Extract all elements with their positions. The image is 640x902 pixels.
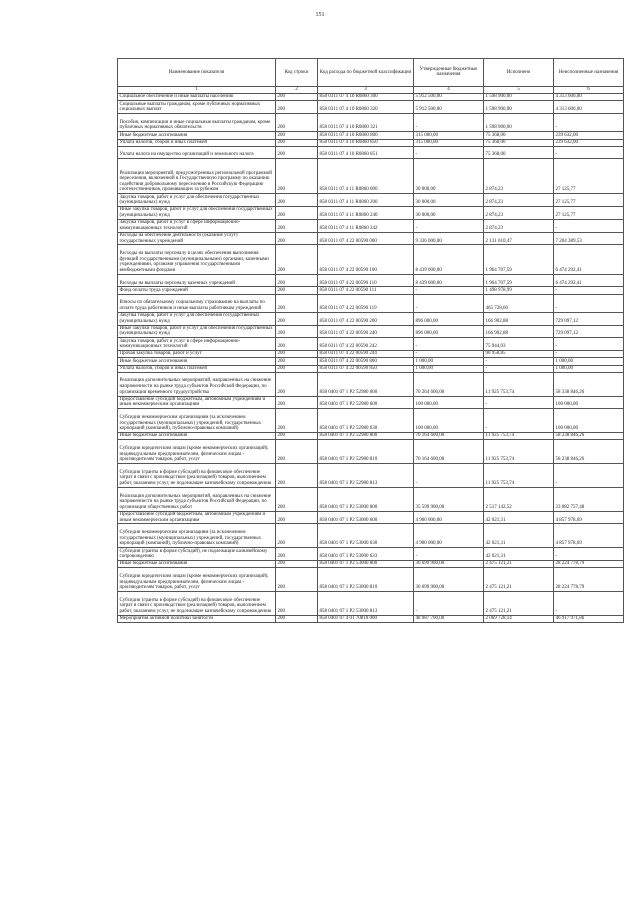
row-executed: 2 874,23 (484, 219, 554, 232)
row-unexecuted: 27 125,77 (554, 159, 624, 194)
row-approved: - (414, 287, 484, 294)
row-name: Расходы на обеспечение деятельности (оказание услуг) государственных учреждений (118, 232, 276, 245)
row-line-code: 200 (276, 294, 318, 312)
table-row (118, 409, 624, 433)
row-name: Социальное обеспечение и иные выплаты населению (118, 94, 276, 101)
table-row (118, 365, 624, 372)
row-executed: 166 902,88 (484, 325, 554, 338)
row-budget-code: 858 0401 07 1 P2 52980 000 (318, 372, 414, 396)
table-row (118, 294, 624, 312)
row-budget-code: 858 0401 07 1 P2 52980 600 (318, 396, 414, 409)
table-row (118, 139, 624, 146)
row-approved: 48 987 700,00 (414, 615, 484, 622)
row-budget-code: 858 0311 07 4 22 00590 110 (318, 274, 414, 287)
row-unexecuted: 1 000,00 (554, 358, 624, 365)
row-budget-code: 858 0401 07 1 P2 53000 800 (318, 561, 414, 568)
row-name: Субсидии юридическим лицам (кроме некоммерческих организаций), индивидуальным предпринимателям, физическим лицам - производителям товаров, работ, услуг (118, 440, 276, 464)
row-line-code: 200 (276, 101, 318, 114)
row-unexecuted: 6 474 292,41 (554, 245, 624, 274)
row-executed: - (484, 365, 554, 372)
table-row (118, 372, 624, 396)
row-budget-code: 858 0401 07 1 P2 52980 813 (318, 464, 414, 488)
header-approved: Утвержденные бюджетные назначения (414, 59, 484, 87)
row-budget-code: 858 0401 07 1 P2 53000 813 (318, 592, 414, 616)
row-approved: 315 000,00 (414, 132, 484, 139)
row-executed: 2 069 728,14 (484, 615, 554, 622)
column-number: 3 (318, 86, 414, 94)
row-budget-code: 858 0401 07 1 P2 52980 810 (318, 440, 414, 464)
row-line-code: 200 (276, 396, 318, 409)
table-row (118, 351, 624, 358)
row-line-code: 200 (276, 114, 318, 132)
row-budget-code: 858 0311 07 4 22 00590 111 (318, 287, 414, 294)
row-approved: 8 439 000,00 (414, 245, 484, 274)
row-line-code: 200 (276, 615, 318, 622)
row-approved: 70 164 600,00 (414, 433, 484, 440)
row-approved: 8 439 000,00 (414, 274, 484, 287)
row-line-code: 200 (276, 568, 318, 592)
budget-execution-table-container (117, 58, 623, 623)
row-budget-code: 858 0311 07 4 22 00590 850 (318, 365, 414, 372)
table-row (118, 146, 624, 159)
row-approved: 30 000,00 (414, 194, 484, 207)
row-executed: 2 131 610,47 (484, 232, 554, 245)
row-approved: 896 000,00 (414, 312, 484, 325)
row-line-code: 200 (276, 159, 318, 194)
row-unexecuted: 100 000,00 (554, 396, 624, 409)
row-unexecuted: 239 632,00 (554, 132, 624, 139)
row-line-code: 200 (276, 592, 318, 616)
row-executed: 11 925 753,74 (484, 464, 554, 488)
row-approved: - (414, 592, 484, 616)
row-budget-code: 858 0311 07 4 10 R0860 321 (318, 114, 414, 132)
row-name: Субсидии (гранты в форме субсидий) на финансовое обеспечение затрат в связи с производством (реализацией) товаров, выполнением работ, оказанием услуг, не подлежащие казначейскому сопровождению (118, 592, 276, 616)
row-budget-code: 858 0311 07 4 22 00590 240 (318, 325, 414, 338)
row-approved: - (414, 548, 484, 561)
row-approved: - (414, 114, 484, 132)
row-budget-code: 858 0311 07 4 11 R0860 000 (318, 159, 414, 194)
row-executed: 11 925 753,74 (484, 433, 554, 440)
row-approved: - (414, 219, 484, 232)
row-approved: - (414, 146, 484, 159)
table-row (118, 487, 624, 511)
row-executed: 2 475 121,21 (484, 592, 554, 616)
row-executed: 75 944,03 (484, 338, 554, 351)
table-row (118, 396, 624, 409)
row-executed: 1 964 707,59 (484, 245, 554, 274)
table-row (118, 114, 624, 132)
row-name: Субсидии (гранты в форме субсидий), не подлежащие казначейскому сопровождению (118, 548, 276, 561)
row-budget-code: 858 0401 07 1 P2 53000 000 (318, 487, 414, 511)
table-row (118, 194, 624, 207)
header-unexecuted: Неисполненные назначения (554, 59, 624, 87)
row-unexecuted: 4 857 978,69 (554, 511, 624, 524)
row-line-code: 200 (276, 219, 318, 232)
row-line-code: 200 (276, 194, 318, 207)
table-row (118, 561, 624, 568)
table-row (118, 325, 624, 338)
row-name: Уплата налогов, сборов и иных платежей (118, 139, 276, 146)
row-line-code: 200 (276, 524, 318, 548)
row-name: Мероприятия активной политики занятости (118, 615, 276, 622)
row-unexecuted: 729 097,12 (554, 312, 624, 325)
row-unexecuted: - (554, 114, 624, 132)
row-budget-code: 858 0401 07 1 P2 53000 600 (318, 511, 414, 524)
row-executed: 75 368,00 (484, 132, 554, 139)
row-line-code: 200 (276, 207, 318, 220)
row-unexecuted: - (554, 338, 624, 351)
row-name: Иные бюджетные ассигнования (118, 561, 276, 568)
row-budget-code: 858 0401 07 1 P2 53000 630 (318, 524, 414, 548)
row-budget-code: 858 0311 07 4 22 00590 100 (318, 245, 414, 274)
row-unexecuted: - (554, 287, 624, 294)
row-budget-code: 858 0401 07 1 P2 52980 630 (318, 409, 414, 433)
row-name: Предоставление субсидий бюджетным, автономным учреждениям и иным некоммерческим организациям (118, 396, 276, 409)
row-unexecuted: 58 238 846,26 (554, 433, 624, 440)
row-executed: 11 925 753,74 (484, 372, 554, 396)
table-row (118, 232, 624, 245)
row-executed: - (484, 358, 554, 365)
header-budget-code: Код расхода по бюджетной классификации (318, 59, 414, 87)
table-row (118, 94, 624, 101)
row-unexecuted: 28 224 778,79 (554, 561, 624, 568)
row-executed: 1 598 900,00 (484, 94, 554, 101)
row-approved: 30 699 900,00 (414, 561, 484, 568)
table-row (118, 219, 624, 232)
row-approved: 30 000,00 (414, 159, 484, 194)
row-approved: 5 912 500,00 (414, 94, 484, 101)
row-approved: 30 699 900,00 (414, 568, 484, 592)
row-budget-code: 858 0401 07 1 P2 52980 800 (318, 433, 414, 440)
row-budget-code: 858 0311 07 4 22 00590 244 (318, 351, 414, 358)
row-unexecuted: - (554, 464, 624, 488)
table-row (118, 358, 624, 365)
row-approved: 35 599 900,00 (414, 487, 484, 511)
table-row (118, 464, 624, 488)
row-line-code: 200 (276, 94, 318, 101)
row-executed: 42 021,31 (484, 548, 554, 561)
row-line-code: 200 (276, 325, 318, 338)
row-name: Иные бюджетные ассигнования (118, 358, 276, 365)
row-line-code: 200 (276, 338, 318, 351)
row-unexecuted: - (554, 146, 624, 159)
row-line-code: 200 (276, 358, 318, 365)
table-row (118, 312, 624, 325)
table-row (118, 207, 624, 220)
row-executed: 465 728,60 (484, 294, 554, 312)
row-name: Взносы по обязательному социальному страхованию на выплаты по оплате труда работников и иные выплаты работникам учреждений (118, 294, 276, 312)
row-executed: 42 021,31 (484, 511, 554, 524)
row-unexecuted: 27 125,77 (554, 207, 624, 220)
row-executed: 1 598 900,00 (484, 114, 554, 132)
row-line-code: 200 (276, 312, 318, 325)
row-approved: 9 336 000,00 (414, 232, 484, 245)
table-row (118, 440, 624, 464)
row-approved: 896 000,00 (414, 325, 484, 338)
row-line-code: 200 (276, 433, 318, 440)
row-name: Субсидии юридическим лицам (кроме некоммерческих организаций), индивидуальным предпринимателям, физическим лицам - производителям товаров, работ, услуг (118, 568, 276, 592)
table-row (118, 524, 624, 548)
row-unexecuted: - (554, 351, 624, 358)
row-name: Закупка товаров, работ и услуг для обеспечения государственных (муниципальных) нужд (118, 312, 276, 325)
row-unexecuted: - (554, 592, 624, 616)
row-budget-code: 858 0311 07 4 11 R0860 242 (318, 219, 414, 232)
row-executed: 90 958,85 (484, 351, 554, 358)
row-approved: 5 912 500,00 (414, 101, 484, 114)
row-name: Предоставление субсидий бюджетным, автономным учреждениям и иным некоммерческим организациям (118, 511, 276, 524)
column-number: 5 (484, 86, 554, 94)
row-unexecuted: 729 097,12 (554, 325, 624, 338)
row-executed: 2 874,23 (484, 207, 554, 220)
table-row (118, 101, 624, 114)
column-number-row (118, 86, 624, 94)
row-line-code: 200 (276, 464, 318, 488)
table-row (118, 433, 624, 440)
table-row (118, 274, 624, 287)
row-executed: - (484, 396, 554, 409)
row-name: Иные закупки товаров, работ и услуг для обеспечения государственных (муниципальных) нужд (118, 325, 276, 338)
row-unexecuted: 27 125,77 (554, 194, 624, 207)
row-name: Прочая закупка товаров, работ и услуг (118, 351, 276, 358)
row-executed: 2 475 121,21 (484, 561, 554, 568)
row-approved: 1 000,00 (414, 365, 484, 372)
row-approved: 315 000,00 (414, 139, 484, 146)
row-budget-code: 858 0311 07 4 11 R0860 240 (318, 207, 414, 220)
row-unexecuted: - (554, 548, 624, 561)
row-line-code: 200 (276, 139, 318, 146)
table-row (118, 159, 624, 194)
row-line-code: 200 (276, 548, 318, 561)
row-line-code: 200 (276, 487, 318, 511)
row-executed: 1 598 900,00 (484, 101, 554, 114)
page-number: 151 (315, 12, 325, 18)
table-row (118, 592, 624, 616)
table-row (118, 615, 624, 622)
row-unexecuted: 4 857 978,69 (554, 524, 624, 548)
row-name: Расходы на выплаты персоналу в целях обеспечения выполнения функций государственными (муниципальными) органами, казенными учреждениями, органами управления государственными внебюджетными фондами (118, 245, 276, 274)
row-unexecuted: 33 082 757,48 (554, 487, 624, 511)
row-budget-code: 858 0311 07 4 22 00590 800 (318, 358, 414, 365)
row-budget-code: 858 0311 07 4 22 00590 200 (318, 312, 414, 325)
table-row (118, 511, 624, 524)
row-executed: 166 902,88 (484, 312, 554, 325)
row-approved: - (414, 294, 484, 312)
row-name: Закупка товаров, работ и услуг для обеспечения государственных (муниципальных) нужд (118, 194, 276, 207)
row-name: Реализация дополнительных мероприятий, направленных на снижение напряженности на рынке труда субъектов Российской Федерации, по организации общественных работ (118, 487, 276, 511)
row-unexecuted: 100 000,00 (554, 409, 624, 433)
table-row (118, 287, 624, 294)
row-name: Субсидии некоммерческим организациям (за исключением государственных (муниципальных) учреждений, государственных корпораций (компаний), публично-правовых компаний) (118, 524, 276, 548)
table-body (118, 94, 624, 623)
row-unexecuted: 6 474 292,41 (554, 274, 624, 287)
row-executed: 75 368,00 (484, 139, 554, 146)
row-name: Иные бюджетные ассигнования (118, 132, 276, 139)
row-approved: - (414, 338, 484, 351)
row-name: Субсидии некоммерческим организациям (за исключением государственных (муниципальных) учреждений, государственных корпораций (компаний), публично-правовых компаний) (118, 409, 276, 433)
row-budget-code: 858 0311 07 4 10 R0860 320 (318, 101, 414, 114)
row-budget-code: 858 0311 07 4 10 R0860 800 (318, 132, 414, 139)
row-line-code: 200 (276, 287, 318, 294)
row-unexecuted: 58 338 846,26 (554, 372, 624, 396)
row-approved: 70 164 600,00 (414, 440, 484, 464)
row-executed: 75 368,00 (484, 146, 554, 159)
row-unexecuted: 239 632,00 (554, 139, 624, 146)
row-executed: 2 517 142,52 (484, 487, 554, 511)
row-budget-code: 858 0311 07 4 10 R0860 300 (318, 94, 414, 101)
row-approved: - (414, 351, 484, 358)
row-unexecuted: 7 204 389,53 (554, 232, 624, 245)
row-line-code: 200 (276, 351, 318, 358)
row-name: Закупка товаров, работ и услуг в сфере информационно-коммуникационных технологий (118, 338, 276, 351)
row-name: Уплата налога на имущество организаций и земельного налога (118, 146, 276, 159)
column-number: 6 (554, 86, 624, 94)
row-approved: 4 900 000,00 (414, 524, 484, 548)
row-name: Расходы на выплаты персоналу казенных учреждений (118, 274, 276, 287)
row-name: Иные закупки товаров, работ и услуг для обеспечения государственных (муниципальных) нужд (118, 207, 276, 220)
row-executed: - (484, 409, 554, 433)
row-line-code: 200 (276, 511, 318, 524)
table-row (118, 132, 624, 139)
row-executed: 2 475 121,21 (484, 568, 554, 592)
row-approved: 4 900 000,00 (414, 511, 484, 524)
row-name: Реализация дополнительных мероприятий, направленных на снижение напряженности на рынке труда субъектов Российской Федерации, по организации временного трудоустройства (118, 372, 276, 396)
row-unexecuted: 46 917 971,86 (554, 615, 624, 622)
row-name: Закупка товаров, работ и услуг в сфере информационно-коммуникационных технологий (118, 219, 276, 232)
budget-execution-table (117, 58, 624, 623)
table-row (118, 245, 624, 274)
row-approved: 70 264 600,00 (414, 372, 484, 396)
row-name: Фонд оплаты труда учреждений (118, 287, 276, 294)
row-name: Иные бюджетные ассигнования (118, 433, 276, 440)
row-line-code: 200 (276, 132, 318, 139)
row-budget-code: 858 0311 07 4 22 00590 119 (318, 294, 414, 312)
row-budget-code: 858 0311 07 4 10 R0860 850 (318, 139, 414, 146)
row-executed: 42 021,31 (484, 524, 554, 548)
column-number: 1 (118, 86, 276, 94)
row-name: Уплата налогов, сборов и иных платежей (118, 365, 276, 372)
row-name: Реализация мероприятий, предусмотренных региональной программой переселения, включенной в Государственную программу по оказанию содействия добровольному переселению в Российскую Федерацию соотечественников, проживающих за рубежом (118, 159, 276, 194)
row-executed: 1 964 707,59 (484, 274, 554, 287)
row-line-code: 200 (276, 274, 318, 287)
row-name: Социальные выплаты гражданам, кроме публичных нормативных социальных выплат (118, 101, 276, 114)
row-budget-code: 858 0311 07 4 10 R0860 851 (318, 146, 414, 159)
header-executed: Исполнено (484, 59, 554, 87)
row-budget-code: 858 0311 07 4 11 R0860 200 (318, 194, 414, 207)
row-budget-code: 858 0311 07 4 22 00590 000 (318, 232, 414, 245)
row-line-code: 200 (276, 146, 318, 159)
row-approved: 100 000,00 (414, 396, 484, 409)
table-header-row (118, 59, 624, 87)
row-line-code: 200 (276, 409, 318, 433)
row-approved: 30 000,00 (414, 207, 484, 220)
row-line-code: 200 (276, 365, 318, 372)
row-budget-code: 858 0401 07 4 01 70810 000 (318, 615, 414, 622)
row-unexecuted: - (554, 294, 624, 312)
row-unexecuted: - (554, 219, 624, 232)
row-budget-code: 858 0311 07 4 22 00590 242 (318, 338, 414, 351)
row-executed: 2 874,23 (484, 159, 554, 194)
column-number: 2 (276, 86, 318, 94)
row-budget-code: 858 0401 07 1 P2 53000 810 (318, 568, 414, 592)
header-line-code: Код строки (276, 59, 318, 87)
row-budget-code: 858 0401 07 1 P2 53000 633 (318, 548, 414, 561)
table-row (118, 568, 624, 592)
table-row (118, 338, 624, 351)
row-unexecuted: 58 238 846,26 (554, 440, 624, 464)
row-line-code: 200 (276, 232, 318, 245)
header-name: Наименование показателя (118, 59, 276, 87)
row-executed: 2 874,23 (484, 194, 554, 207)
row-unexecuted: 4 313 600,00 (554, 94, 624, 101)
row-name: Субсидии (гранты в форме субсидий) на финансовое обеспечение затрат в связи с производством (реализацией) товаров, выполнением работ, оказанием услуг, не подлежащие казначейскому сопровождению (118, 464, 276, 488)
row-executed: 11 925 753,74 (484, 440, 554, 464)
row-executed: 1 498 978,99 (484, 287, 554, 294)
row-unexecuted: 28 224 778,79 (554, 568, 624, 592)
row-approved: - (414, 464, 484, 488)
row-unexecuted: 1 000,00 (554, 365, 624, 372)
row-approved: 1 000,00 (414, 358, 484, 365)
row-line-code: 200 (276, 372, 318, 396)
column-number: 4 (414, 86, 484, 94)
row-line-code: 200 (276, 561, 318, 568)
row-unexecuted: 4 313 600,00 (554, 101, 624, 114)
row-line-code: 200 (276, 245, 318, 274)
row-line-code: 200 (276, 440, 318, 464)
table-row (118, 548, 624, 561)
row-name: Пособия, компенсации и иные социальные выплаты гражданам, кроме публичных нормативных обязательств (118, 114, 276, 132)
row-approved: 100 000,00 (414, 409, 484, 433)
